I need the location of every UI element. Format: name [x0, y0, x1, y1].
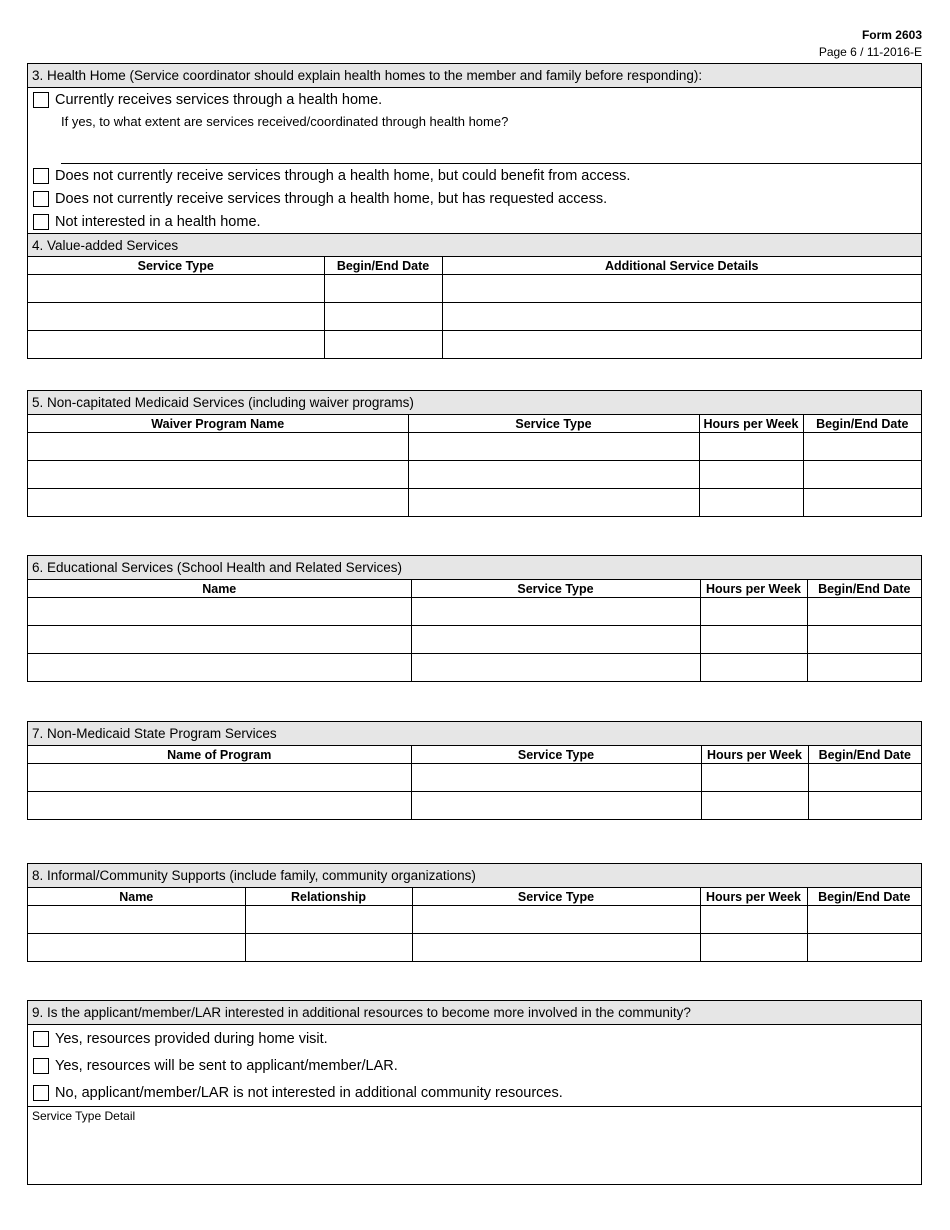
column-header: Name of Program [28, 746, 411, 764]
table-cell[interactable] [411, 654, 700, 682]
table-cell[interactable] [803, 433, 921, 461]
section-3-title: 3. Health Home (Service coordinator should explain health homes to the member and family before responding): [28, 64, 921, 88]
service-type-detail-label: Service Type Detail [32, 1109, 136, 1123]
section-8-title: 8. Informal/Community Supports (include family, community organizations) [28, 864, 921, 888]
table-row [28, 654, 921, 682]
column-header: Hours per Week [701, 746, 808, 764]
table-cell[interactable] [245, 934, 412, 962]
table-cell[interactable] [411, 792, 701, 820]
column-header: Name [28, 888, 245, 906]
column-header: Additional Service Details [442, 257, 921, 275]
table-cell[interactable] [807, 598, 921, 626]
table-cell[interactable] [28, 275, 324, 303]
table-row [28, 331, 921, 359]
table-cell[interactable] [408, 489, 699, 517]
table-cell[interactable] [442, 275, 921, 303]
table-cell[interactable] [28, 489, 408, 517]
column-header: Hours per Week [699, 415, 803, 433]
column-header: Begin/End Date [324, 257, 442, 275]
section-7-title: 7. Non-Medicaid State Program Services [28, 722, 921, 746]
educational-services-table [28, 580, 921, 681]
table-cell[interactable] [411, 626, 700, 654]
value-added-services-table [28, 257, 921, 358]
non-medicaid-table [28, 746, 921, 819]
section-7-non-medicaid [27, 721, 922, 820]
option-label: Does not currently receive services through a health home, but could benefit from access. [55, 167, 631, 184]
service-type-detail-field[interactable] [28, 1106, 921, 1184]
informal-supports-table [28, 888, 921, 961]
column-header: Service Type [411, 580, 700, 598]
section-3-health-home [27, 63, 922, 359]
table-cell[interactable] [412, 906, 700, 934]
section-9-community-resources [27, 1000, 922, 1185]
option-label: No, applicant/member/LAR is not interested in additional community resources. [55, 1084, 563, 1101]
column-header: Service Type [408, 415, 699, 433]
table-cell[interactable] [803, 461, 921, 489]
table-cell[interactable] [28, 626, 411, 654]
checkbox-currently-receives[interactable] [33, 92, 49, 108]
checkbox-not-interested[interactable] [33, 214, 49, 230]
table-cell[interactable] [28, 433, 408, 461]
table-cell[interactable] [699, 489, 803, 517]
followup-answer-field[interactable] [61, 133, 921, 164]
table-cell[interactable] [324, 331, 442, 359]
table-cell[interactable] [699, 461, 803, 489]
table-cell[interactable] [324, 303, 442, 331]
option-not-interested-resources[interactable] [28, 1079, 921, 1106]
table-cell[interactable] [807, 906, 921, 934]
option-requested-access[interactable] [28, 187, 921, 210]
table-row [28, 461, 921, 489]
option-label: Currently receives services through a health home. [55, 91, 383, 108]
column-header: Begin/End Date [807, 888, 921, 906]
checkbox-home-visit[interactable] [33, 1031, 49, 1047]
table-row [28, 764, 921, 792]
option-resources-sent[interactable] [28, 1052, 921, 1079]
option-could-benefit[interactable] [28, 164, 921, 187]
table-cell[interactable] [28, 461, 408, 489]
column-header: Service Type [411, 746, 701, 764]
column-header: Hours per Week [700, 888, 807, 906]
table-cell[interactable] [701, 792, 808, 820]
option-label: Yes, resources will be sent to applicant/member/LAR. [55, 1057, 398, 1074]
table-cell[interactable] [408, 461, 699, 489]
column-header: Service Type [28, 257, 324, 275]
table-cell[interactable] [700, 906, 807, 934]
table-row [28, 275, 921, 303]
table-row [28, 489, 921, 517]
checkbox-requested-access[interactable] [33, 191, 49, 207]
table-cell[interactable] [699, 433, 803, 461]
table-cell[interactable] [28, 934, 245, 962]
column-header: Begin/End Date [807, 580, 921, 598]
option-label: Not interested in a health home. [55, 213, 261, 230]
section-6-educational [27, 555, 922, 682]
table-cell[interactable] [700, 654, 807, 682]
section-5-title: 5. Non-capitated Medicaid Services (including waiver programs) [28, 391, 921, 415]
table-cell[interactable] [28, 792, 411, 820]
section-9-title: 9. Is the applicant/member/LAR interested in additional resources to become more involved in the community? [28, 1001, 921, 1025]
column-header: Service Type [412, 888, 700, 906]
table-cell[interactable] [245, 906, 412, 934]
table-cell[interactable] [442, 331, 921, 359]
section-4-title: 4. Value-added Services [28, 233, 921, 257]
table-cell[interactable] [803, 489, 921, 517]
table-cell[interactable] [807, 934, 921, 962]
table-row [28, 626, 921, 654]
column-header: Waiver Program Name [28, 415, 408, 433]
non-capitated-table [28, 415, 921, 516]
checkbox-not-interested-resources[interactable] [33, 1085, 49, 1101]
option-label: Does not currently receive services through a health home, but has requested access. [55, 190, 608, 207]
table-cell[interactable] [28, 303, 324, 331]
option-not-interested[interactable] [28, 210, 921, 233]
table-cell[interactable] [408, 433, 699, 461]
table-cell[interactable] [807, 626, 921, 654]
table-row [28, 792, 921, 820]
option-currently-receives[interactable] [28, 88, 921, 111]
page-info: Page 6 / 11-2016-E [818, 45, 922, 59]
form-number: Form 2603 [861, 28, 922, 42]
table-cell[interactable] [28, 764, 411, 792]
option-home-visit[interactable] [28, 1025, 921, 1052]
section-8-informal-supports [27, 863, 922, 962]
table-cell[interactable] [700, 626, 807, 654]
table-cell[interactable] [808, 764, 921, 792]
column-header: Begin/End Date [803, 415, 921, 433]
table-cell[interactable] [411, 764, 701, 792]
table-cell[interactable] [28, 906, 245, 934]
table-cell[interactable] [700, 598, 807, 626]
table-cell[interactable] [808, 792, 921, 820]
option-label: Yes, resources provided during home visit. [55, 1030, 328, 1047]
table-cell[interactable] [807, 654, 921, 682]
table-cell[interactable] [28, 598, 411, 626]
section-5-non-capitated [27, 390, 922, 517]
table-cell[interactable] [701, 764, 808, 792]
column-header: Name [28, 580, 411, 598]
table-cell[interactable] [411, 598, 700, 626]
table-row [28, 433, 921, 461]
table-cell[interactable] [28, 331, 324, 359]
table-cell[interactable] [28, 654, 411, 682]
table-row [28, 934, 921, 962]
followup-question: If yes, to what extent are services received/coordinated through health home? [61, 114, 509, 129]
column-header: Hours per Week [700, 580, 807, 598]
section-6-title: 6. Educational Services (School Health and Related Services) [28, 556, 921, 580]
checkbox-could-benefit[interactable] [33, 168, 49, 184]
table-cell[interactable] [412, 934, 700, 962]
table-cell[interactable] [324, 275, 442, 303]
table-row [28, 598, 921, 626]
checkbox-resources-sent[interactable] [33, 1058, 49, 1074]
column-header: Relationship [245, 888, 412, 906]
table-row [28, 303, 921, 331]
table-cell[interactable] [700, 934, 807, 962]
column-header: Begin/End Date [808, 746, 921, 764]
table-row [28, 906, 921, 934]
table-cell[interactable] [442, 303, 921, 331]
